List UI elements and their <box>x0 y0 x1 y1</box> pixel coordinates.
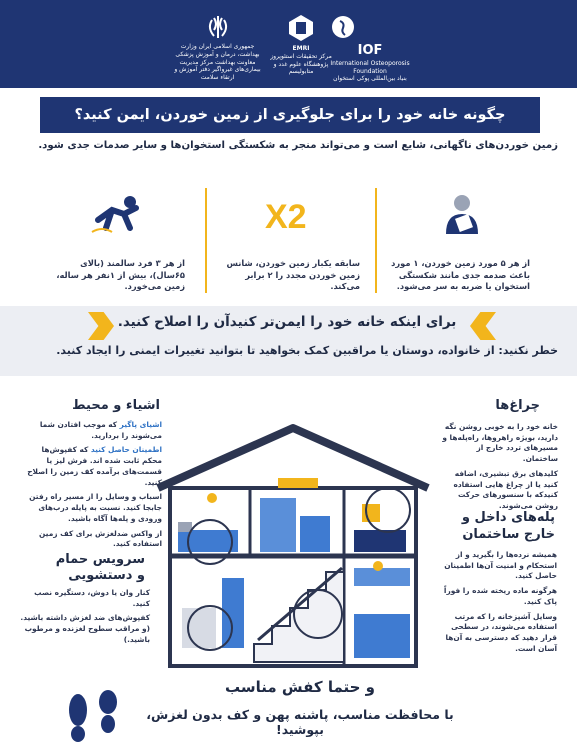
list-item: از واکس ضدلغزش برای کف زمین استفاده کنید. <box>39 528 162 549</box>
help-note: خطر نکنید: از خانواده، دوستان یا مراقبین کمک بخواهید تا بتوانید تغییرات ایمنی را ایجاد کنید. <box>56 344 558 357</box>
list-item: کلیدهای برق تبشیری، اضافه کنید یا از چراغ هایی استفاده کنیدکه با سنسورهای حرکت روشن می‌شوند. <box>453 468 558 511</box>
emri-name-fa: مرکز تحقیقات استئوپروز پژوهشگاه علوم غدد و متابولیسم <box>270 52 332 76</box>
ministry-name: جمهوری اسلامی ایران وزارت بهداشت، درمان و آموزش پزشکی معاونت بهداشت مرکز مدیریت بیماری‌های غیرواگیر دفتر آموزش و ارتقاء سلامت <box>174 43 261 82</box>
stat-divider <box>205 188 207 293</box>
header-banner <box>0 0 577 88</box>
iof-logo <box>330 14 410 83</box>
list-item: اشیای پاگیر که موجب افتادن شما می‌شوند را بردارید. <box>39 420 162 440</box>
iran-emblem-icon <box>206 14 230 40</box>
objects-list <box>20 420 162 554</box>
injured-person-icon <box>440 192 484 236</box>
intro-text: زمین خوردن‌های ناگهانی، شایع است و می‌تواند منجر به شکستگی استخوان‌ها و سایر صدمات جدی شود. <box>38 140 558 151</box>
section-title: برای اینکه خانه خود را ایمن‌تر کنیدآن را اصلاح کنید. <box>117 314 457 330</box>
stairs-list <box>435 550 557 659</box>
objects-title: اشیاء و محیط <box>72 398 160 413</box>
iof-name-en: International Osteoporosis Foundation <box>330 59 410 75</box>
list-item: کفپوش‌های ضد لغزش داشته باشید. (و مراقب سطوح لغزنده و مرطوب باشید.) <box>20 613 150 644</box>
stairs-title: پله‌های داخل و خارج ساختمان <box>461 510 555 542</box>
house-illustration <box>148 418 438 668</box>
lights-title: چراغ‌ها <box>495 398 540 413</box>
list-item: اطمینان حاصل کنید که کفپوش‌ها محکم ثابت شده اند. فرش لیز یا قسمت‌های برآمده کف زمین را اصلاح کنید. <box>27 445 162 487</box>
emri-emblem-icon <box>288 14 314 42</box>
list-item: هرگونه ماده ریخته شده را فوراً پاک کنید. <box>443 586 557 606</box>
stat-divider <box>375 188 377 293</box>
stat-recurrence-text: سابقه یکبار زمین خوردن، شانس زمین خوردن مجدد را ۲ برابر می‌کند. <box>226 258 360 292</box>
stats-row <box>40 180 540 305</box>
emri-acronym: EMRI <box>292 45 310 52</box>
bathroom-list <box>20 588 150 650</box>
iof-name-fa: بنیاد بین‌المللی پوکی استخوان <box>333 75 407 83</box>
stat-injury-text: از هر ۵ مورد زمین خوردن، ۱ مورد باعث صدمه جدی مانند شکستگی استخوان یا ضربه به سر می‌شود. <box>391 258 530 292</box>
emri-logo <box>262 14 340 76</box>
footprints-icon <box>60 690 130 746</box>
lights-list <box>440 422 558 516</box>
footer-title: و حتما کفش مناسب <box>224 678 375 696</box>
list-item: کنار وان یا دوش، دستگیره نصب کنید. <box>34 588 150 608</box>
stat-x2-value: X2 <box>265 198 307 236</box>
stat-recurrence <box>215 180 370 305</box>
list-item: اسباب و وسایل را از مسیر راه رفتن جابجا کنید. نسبت به پایله درب‌های ورودی و پله‌ها آگاه باشید. <box>29 492 162 523</box>
stat-injury <box>385 180 540 305</box>
stat-elderly <box>40 180 195 305</box>
ministry-logo <box>170 14 265 82</box>
footer-subtitle: با محافظت مناسب، پاشنه پهن و کف بدون لغزش، بپوشید! <box>146 707 454 737</box>
iof-acronym: IOF <box>357 43 383 58</box>
bathroom-title: سرویس حمام و دستشویی <box>55 552 145 584</box>
iof-emblem-icon <box>331 14 409 40</box>
list-item: همیشه نرده‌ها را بگیرید و از استحکام و امنیت آن‌ها اطمینان حاصل کنید. <box>444 550 557 581</box>
falling-person-icon <box>90 192 146 236</box>
stat-elderly-text: از هر ۳ فرد سالمند (بالای ۶۵سال)، بیش از ۱نفر هر ساله، زمین می‌خورد. <box>56 258 185 292</box>
list-item: خانه خود را به خوبی روشن نگه دارید، بویژه راهروها، راه‌پله‌ها و مسیرهای تردد خارج از ساختمان. <box>442 422 558 464</box>
page-title: چگونه خانه خود را برای جلوگیری از زمین خوردن، ایمن کنید؟ <box>40 97 540 133</box>
list-item: وسایل آشپزخانه را که مرتب استفاده می‌شوند، در سطحی قرار دهید که دسترسی به آن‌ها آسان است. <box>445 611 557 653</box>
